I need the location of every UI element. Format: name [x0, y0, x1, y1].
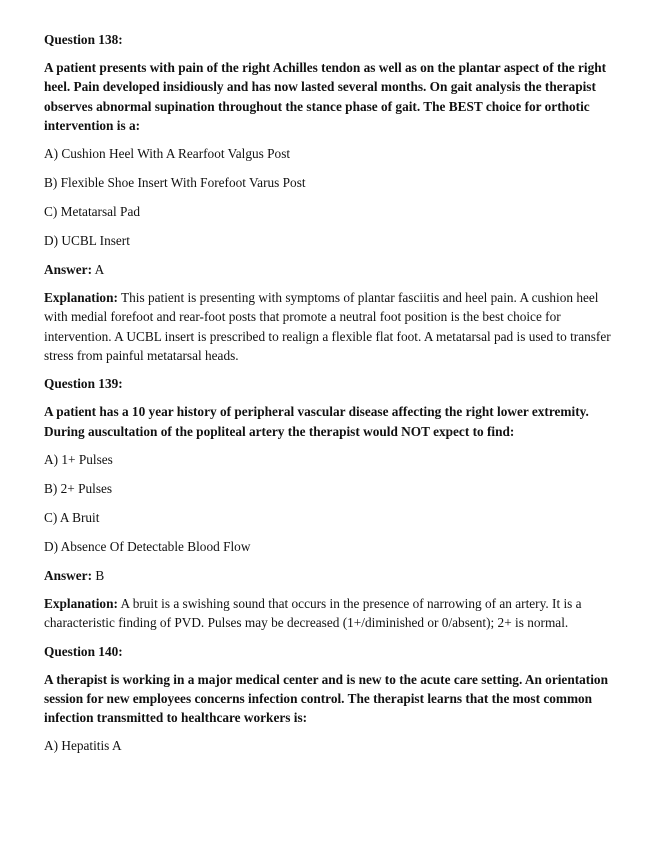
answer-option-d: D) Absence Of Detectable Blood Flow [44, 538, 251, 554]
question-block-140 [44, 642, 616, 756]
explanation-label: Explanation: [44, 290, 118, 306]
answer-label: Answer: [44, 567, 93, 583]
answer-line [44, 566, 616, 585]
question-stem: A patient presents with pain of the right Achilles tendon as well as on the plantar aspect of the right heel. Pain developed insidiously and has now lasted several months. On gait analysis the therapist observes abnormal supination throughout the stance phase of gait. The BEST choice for orthotic intervention is a: [44, 60, 607, 133]
answer-line [44, 260, 616, 279]
question-stem: A therapist is working in a major medical center and is new to the acute care setting. An orientation session for new employees concerns infection control. The therapist learns that the most common infection transmitted to healthcare workers is: [44, 671, 608, 726]
answer-label: Answer: [44, 262, 93, 278]
question-stem: A patient has a 10 year history of peripheral vascular disease affecting the right lower extremity. During auscultation of the popliteal artery the therapist would NOT expect to find: [44, 404, 589, 439]
answer-option-c: C) Metatarsal Pad [44, 204, 141, 220]
explanation [44, 288, 616, 365]
answer-option-d: D) UCBL Insert [44, 233, 130, 249]
explanation-text: A bruit is a swishing sound that occurs in the presence of narrowing of an artery. It is a characteristic finding of PVD. Pulses may be decreased (1+/diminished or 0/absent); 2+ is normal. [44, 595, 582, 631]
explanation-text: This patient is presenting with symptoms of plantar fasciitis and heel pain. A cushion heel with medial forefoot and rear-foot posts that promote a neutral foot position is the best choice for intervention. A UCBL insert is prescribed to realign a flexible flat foot. A metatarsal pad is used to transfer stress from painful metatarsal heads. [44, 290, 611, 364]
answer-option-b: B) Flexible Shoe Insert With Forefoot Varus Post [44, 175, 306, 191]
question-block-138 [44, 30, 616, 365]
answer-option-a: A) Cushion Heel With A Rearfoot Valgus Post [44, 146, 291, 162]
answer-option-c: C) A Bruit [44, 509, 100, 525]
answer-value: A [94, 262, 105, 278]
document-page [44, 30, 616, 765]
explanation-label: Explanation: [44, 595, 118, 611]
question-heading: Question 139: [44, 376, 123, 392]
answer-value: B [95, 567, 105, 583]
question-heading: Question 140: [44, 643, 123, 659]
question-heading: Question 138: [44, 32, 123, 47]
explanation [44, 594, 616, 633]
answer-option-b: B) 2+ Pulses [44, 480, 113, 496]
answer-option-a: A) 1+ Pulses [44, 451, 113, 467]
answer-option-a: A) Hepatitis A [44, 738, 122, 754]
question-block-139 [44, 374, 616, 632]
